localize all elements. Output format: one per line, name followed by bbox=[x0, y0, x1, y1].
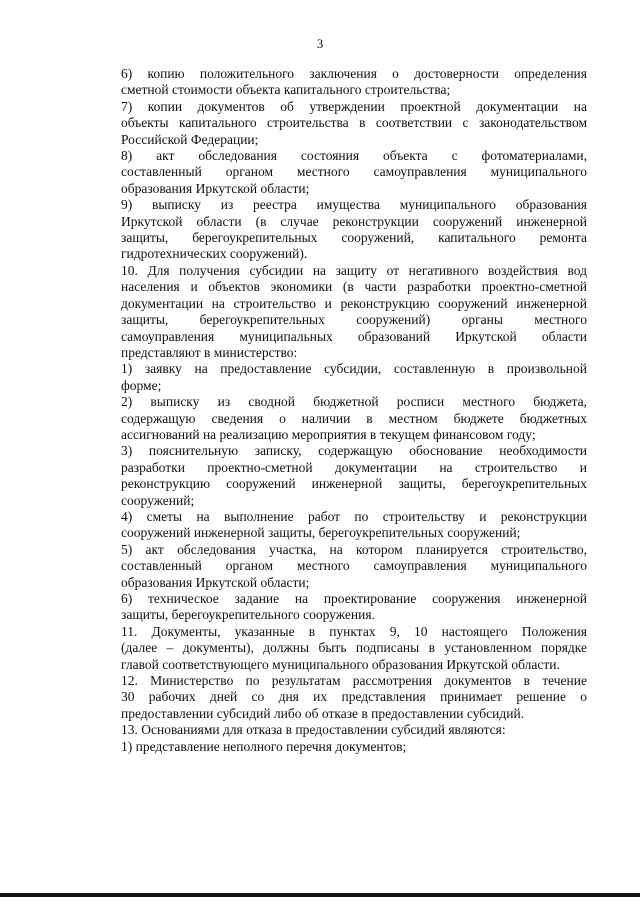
text-line: 8) акт обследования состояния объекта с фотоматериалами, bbox=[121, 148, 587, 164]
paragraph bbox=[78, 148, 587, 197]
text-line: 30 рабочих дней со дня их представления принимает решение о bbox=[121, 689, 587, 705]
text-line: защиты, берегоукрепительных сооружений, капитального ремонта bbox=[121, 230, 587, 246]
text-line: самоуправления муниципальных образований Иркутской области bbox=[121, 328, 587, 344]
text-line: 1) представление неполного перечня документов; bbox=[121, 738, 407, 754]
paragraph bbox=[78, 197, 587, 263]
text-line: 13. Основаниями для отказа в предоставлении субсидий являются: bbox=[121, 722, 506, 738]
paragraph bbox=[78, 624, 587, 673]
text-line: 12. Министерство по результатам рассмотрения документов в течение bbox=[121, 673, 587, 689]
text-line: содержащую сведения о наличии в местном бюджете бюджетных bbox=[121, 410, 587, 426]
text-line: Российской Федерации; bbox=[121, 131, 259, 147]
text-line: защиты, берегоукрепительных сооружений) органы местного bbox=[121, 312, 587, 328]
text-line: объекты капитального строительства в соответствии с законодательством bbox=[121, 115, 587, 131]
text-line: сметной стоимости объекта капитального строительства; bbox=[121, 82, 451, 98]
text-line: гидротехнических сооружений). bbox=[121, 246, 308, 262]
text-line: защиты, берегоукрепительного сооружения. bbox=[121, 607, 375, 623]
text-line: сооружений инженерной защиты, берегоукрепительных сооружений; bbox=[121, 525, 521, 541]
text-line: 1) заявку на предоставление субсидии, составленную в произвольной bbox=[121, 361, 587, 377]
paragraph bbox=[78, 591, 587, 624]
bottom-border-rule bbox=[0, 893, 640, 897]
page-number: 3 bbox=[316, 36, 324, 51]
text-line: представляют в министерство: bbox=[121, 344, 298, 360]
text-line: главой соответствующего муниципального образования Иркутской области. bbox=[121, 656, 560, 672]
text-line: 9) выписку из реестра имущества муниципального образования bbox=[121, 197, 587, 213]
text-line: разработки проектно-сметной документации на строительство и bbox=[121, 459, 587, 475]
text-line: составленный органом местного самоуправления муниципального bbox=[121, 558, 587, 574]
text-line: 10. Для получения субсидии на защиту от негативного воздействия вод bbox=[121, 262, 587, 278]
paragraph bbox=[78, 673, 587, 722]
paragraph bbox=[78, 263, 587, 361]
text-line: форме; bbox=[121, 377, 162, 393]
text-line: 5) акт обследования участка, на котором планируется строительство, bbox=[121, 541, 587, 557]
paragraph bbox=[78, 99, 587, 148]
text-line: образования Иркутской области; bbox=[121, 574, 310, 590]
paragraph bbox=[78, 443, 587, 509]
text-line: 11. Документы, указанные в пунктах 9, 10 настоящего Положения bbox=[121, 623, 587, 639]
text-line: 6) техническое задание на проектирование сооружения инженерной bbox=[121, 591, 587, 606]
paragraph bbox=[78, 542, 587, 591]
text-line: образования Иркутской области; bbox=[121, 180, 310, 196]
text-line: Иркутской области (в случае реконструкции сооружений инженерной bbox=[121, 213, 587, 229]
paragraph bbox=[78, 509, 587, 542]
text-line: 7) копии документов об утверждении проектной документации на bbox=[121, 98, 587, 114]
text-line: реконструкцию сооружений инженерной защиты, берегоукрепительных bbox=[121, 476, 587, 492]
paragraph bbox=[78, 739, 587, 755]
paragraph bbox=[78, 361, 587, 394]
paragraph bbox=[78, 66, 587, 99]
text-line: предоставлении субсидий либо об отказе в предоставлении субсидий. bbox=[121, 705, 525, 721]
text-line: 6) копию положительного заключения о достоверности определения bbox=[121, 66, 587, 81]
text-line: документации на строительство и реконструкцию сооружений инженерной bbox=[121, 295, 587, 311]
text-line: 4) сметы на выполнение работ по строительству и реконструкции bbox=[121, 508, 587, 524]
paragraph bbox=[78, 394, 587, 443]
document-body bbox=[78, 66, 587, 755]
text-line: ассигнований на реализацию мероприятия в текущем финансовом году; bbox=[121, 426, 536, 442]
text-line: сооружений; bbox=[121, 492, 195, 508]
text-line: 2) выписку из сводной бюджетной росписи местного бюджета, bbox=[121, 394, 587, 410]
text-line: 3) пояснительную записку, содержащую обоснование необходимости bbox=[121, 443, 587, 459]
text-line: населения и объектов экономики (в части разработки проектно-сметной bbox=[121, 279, 587, 295]
text-line: составленный органом местного самоуправления муниципального bbox=[121, 164, 587, 180]
paragraph bbox=[78, 722, 587, 738]
text-line: (далее – документы), должны быть подписаны в установленном порядке bbox=[121, 640, 587, 656]
